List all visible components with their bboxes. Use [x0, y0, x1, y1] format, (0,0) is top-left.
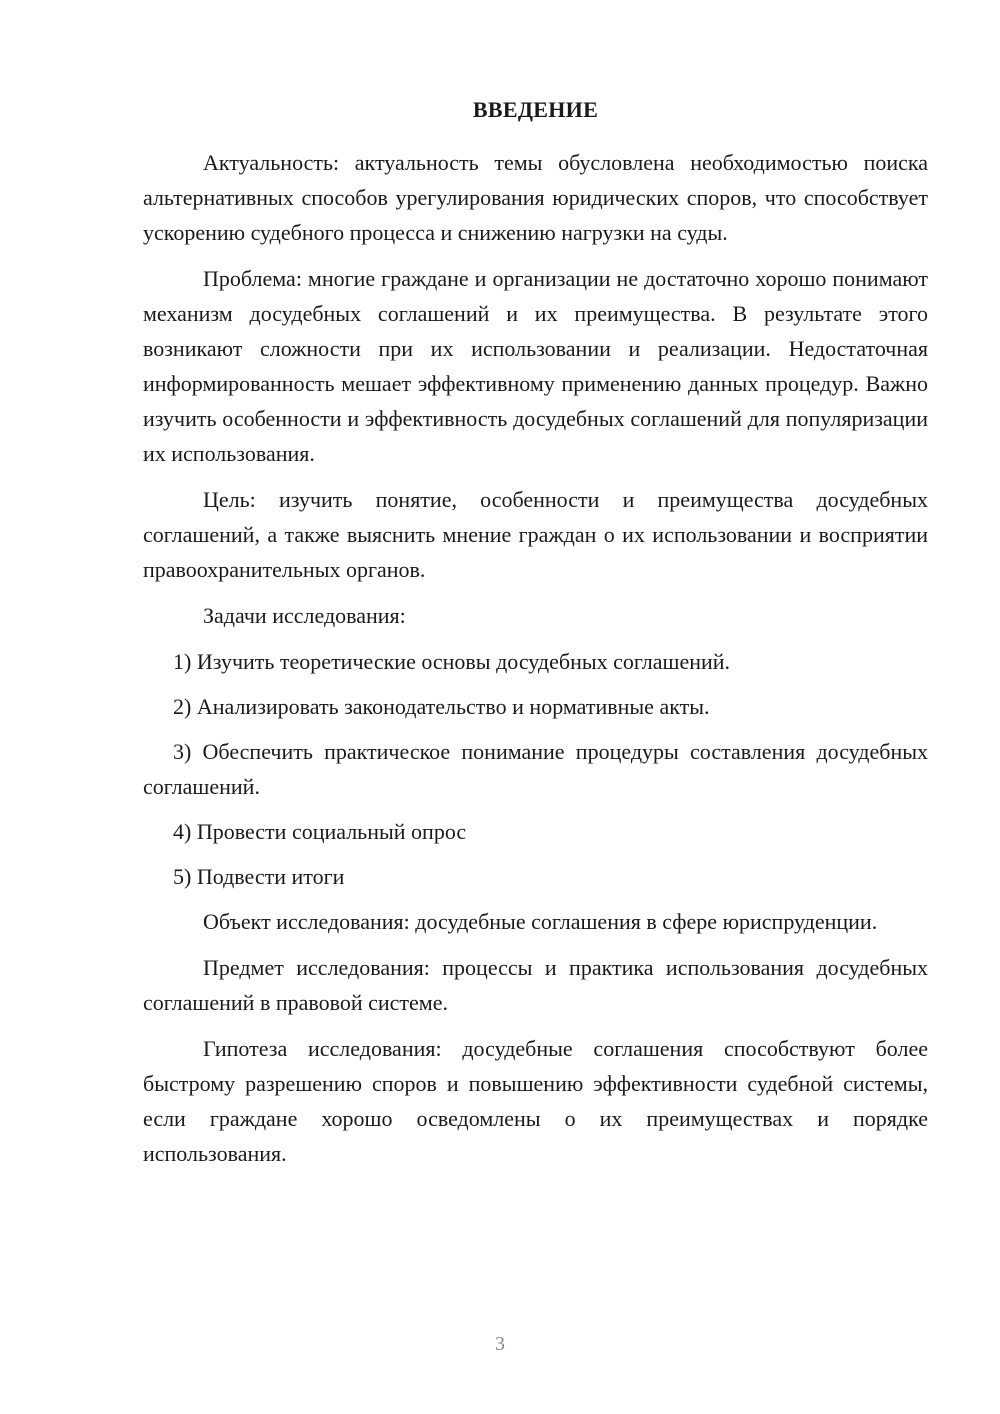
paragraph-goal: Цель: изучить понятие, особенности и преимущества досудебных соглашений, а также выяснить мнение граждан о их использовании и восприятии правоохранительных органов.: [143, 487, 928, 582]
paragraph-subject: Предмет исследования: процессы и практика использования досудебных соглашений в правовой системе.: [143, 955, 928, 1015]
paragraph-relevance: Актуальность: актуальность темы обусловлена необходимостью поиска альтернативных способов урегулирования юридических споров, что способствует ускорению судебного процесса и снижению нагрузки на суды.: [143, 150, 928, 245]
paragraph-problem: Проблема: многие граждане и организации не достаточно хорошо понимают механизм досудебных соглашений и их преимущества. В результате этого возникают сложности при их использовании и реализации. Недостаточная информированность мешает эффективному применению данных процедур. Важно изучить особенности и эффективность досудебных соглашений для популяризации их использования.: [143, 266, 928, 466]
paragraph-hypothesis: Гипотеза исследования: досудебные соглашения способствуют более быстрому разрешению споров и повышению эффективности судебной системы, если граждане хорошо осведомлены о их преимуществах и порядке использования.: [143, 1036, 928, 1166]
list-item: 4) Провести социальный опрос: [173, 819, 467, 844]
page-number: 3: [495, 1333, 505, 1355]
paragraph-object: Объект исследования: досудебные соглашения в сфере юриспруденции.: [203, 909, 878, 934]
paragraph-tasks-intro: Задачи исследования:: [203, 603, 406, 628]
document-page: [143, 95, 928, 1182]
list-item: 5) Подвести итоги: [173, 864, 345, 889]
list-item: 1) Изучить теоретические основы досудебных соглашений.: [173, 649, 731, 674]
list-item: 3) Обеспечить практическое понимание процедуры составления досудебных соглашений.: [143, 739, 928, 799]
section-heading: ВВЕДЕНИЕ: [472, 97, 599, 122]
list-item: 2) Анализировать законодательство и нормативные акты.: [173, 694, 710, 719]
